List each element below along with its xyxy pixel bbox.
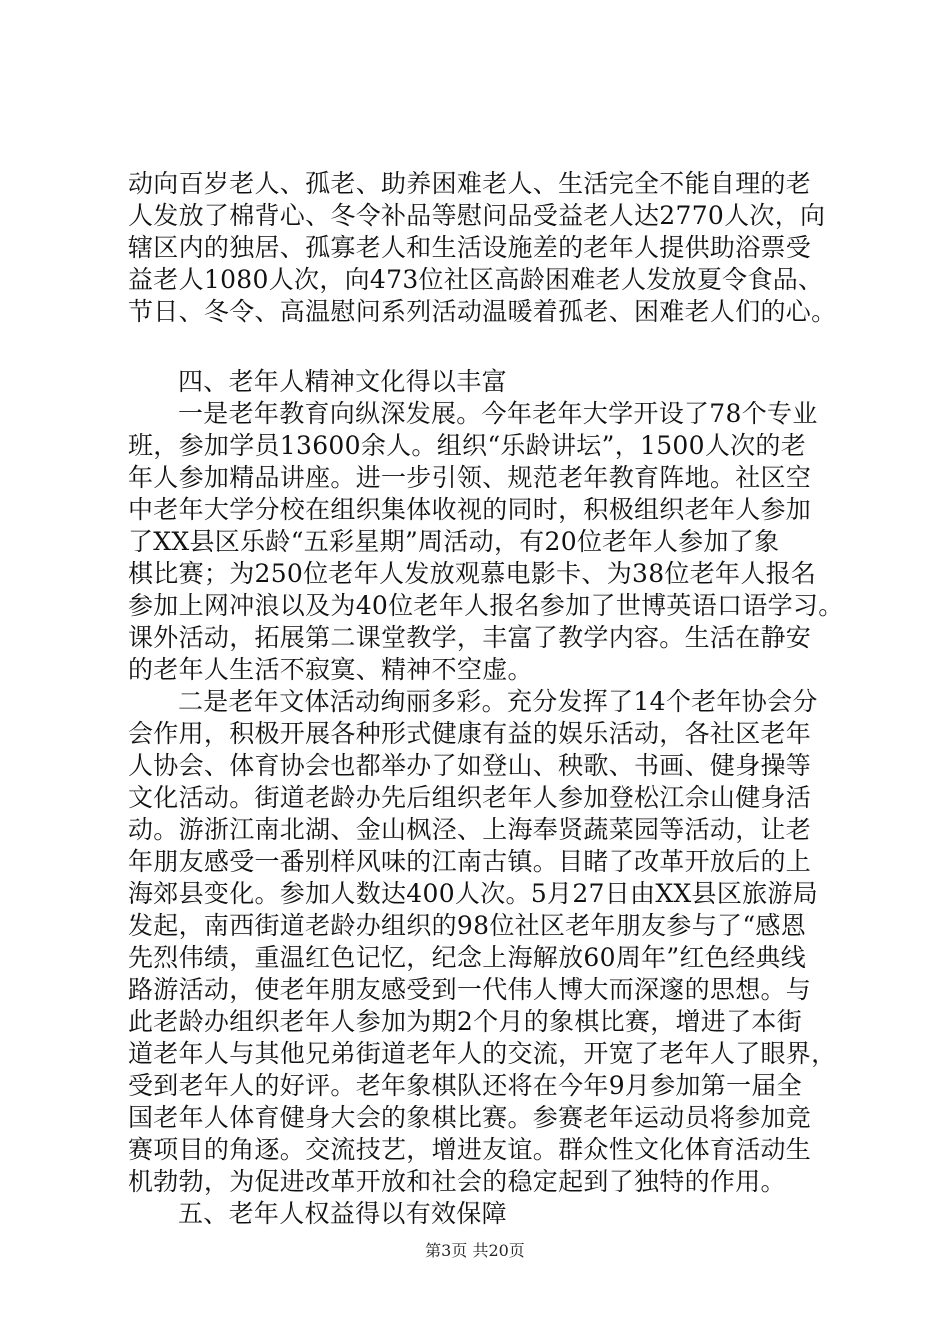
text-line: 棋比赛；为250位老年人发放观慕电影卡、为38位老年人报名 [128, 559, 817, 588]
section-heading-5 [128, 1198, 838, 1230]
text-line: 一是老年教育向纵深发展。今年老年大学开设了78个专业 [178, 399, 818, 428]
text-line: 受到老年人的好评。老年象棋队还将在今年9月参加第一届全 [128, 1071, 803, 1100]
text-line: 课外活动，拓展第二课堂教学，丰富了教学内容。生活在静安 [128, 623, 812, 652]
text-line: 文化活动。街道老龄办先后组织老年人参加登松江佘山健身活 [128, 783, 812, 812]
text-line: 先烈伟绩，重温红色记忆，纪念上海解放60周年”红色经典线 [128, 943, 806, 972]
text-line: 辖区内的独居、孤寡老人和生活设施差的老年人提供助浴票受 [128, 233, 812, 262]
section-heading-4 [128, 366, 838, 398]
paragraph-education [128, 398, 844, 686]
text-line: 道老年人与其他兄弟街道老年人的交流，开宽了老年人了眼界， [128, 1039, 837, 1068]
text-line: 参加上网冲浪以及为40位老年人报名参加了世博英语口语学习。 [128, 591, 844, 620]
text-line: 发起，南西街道老龄办组织的98位社区老年朋友参与了“感恩 [128, 911, 806, 940]
text-line: 的老年人生活不寂寞、精神不空虚。 [128, 655, 533, 684]
text-line: 二是老年文体活动绚丽多彩。充分发挥了14个老年协会分 [178, 687, 818, 716]
text-line: 了XX县区乐龄“五彩星期”周活动，有20位老年人参加了象 [128, 527, 780, 556]
text-line: 动向百岁老人、孤老、助养困难老人、生活完全不能自理的老 [128, 169, 812, 198]
page-footer [0, 1240, 950, 1262]
text-line: 机勃勃，为促进改革开放和社会的稳定起到了独特的作用。 [128, 1167, 786, 1196]
heading-line: 五、老年人权益得以有效保障 [178, 1199, 507, 1228]
text-line: 动。游浙江南北湖、金山枫泾、上海奉贤蔬菜园等活动，让老 [128, 815, 812, 844]
text-line: 益老人1080人次，向473位社区高龄困难老人发放夏令食品、 [128, 265, 824, 294]
text-line: 年人参加精品讲座。进一步引领、规范老年教育阵地。社区空 [128, 463, 812, 492]
text-line: 年朋友感受一番别样风味的江南古镇。目睹了改革开放后的上 [128, 847, 812, 876]
text-line: 国老年人体育健身大会的象棋比赛。参赛老年运动员将参加竞 [128, 1103, 812, 1132]
text-line: 路游活动，使老年朋友感受到一代伟人博大而深邃的思想。与 [128, 975, 812, 1004]
page-number-label: 第3页 共20页 [425, 1241, 525, 1260]
document-body [128, 168, 844, 1230]
text-line: 班，参加学员13600余人。组织“乐龄讲坛”，1500人次的老 [128, 431, 807, 460]
text-line: 人发放了棉背心、冬令补品等慰问品受益老人达2770人次，向 [128, 201, 826, 230]
heading-line: 四、老年人精神文化得以丰富 [178, 367, 507, 396]
text-line: 海郊县变化。参加人数达400人次。5月27日由XX县区旅游局 [128, 879, 819, 908]
text-line: 此老龄办组织老年人参加为期2个月的象棋比赛，增进了本街 [128, 1007, 803, 1036]
text-line: 节日、冬令、高温慰问系列活动温暖着孤老、困难老人们的心。 [128, 297, 837, 326]
paragraph-continuation [128, 168, 838, 328]
text-line: 会作用，积极开展各种形式健康有益的娱乐活动，各社区老年 [128, 719, 812, 748]
text-line: 中老年大学分校在组织集体收视的同时，积极组织老年人参加 [128, 495, 812, 524]
text-line: 赛项目的角逐。交流技艺，增进友谊。群众性文化体育活动生 [128, 1135, 812, 1164]
paragraph-culture-sports [128, 686, 838, 1198]
text-line: 人协会、体育协会也都举办了如登山、秧歌、书画、健身操等 [128, 751, 812, 780]
